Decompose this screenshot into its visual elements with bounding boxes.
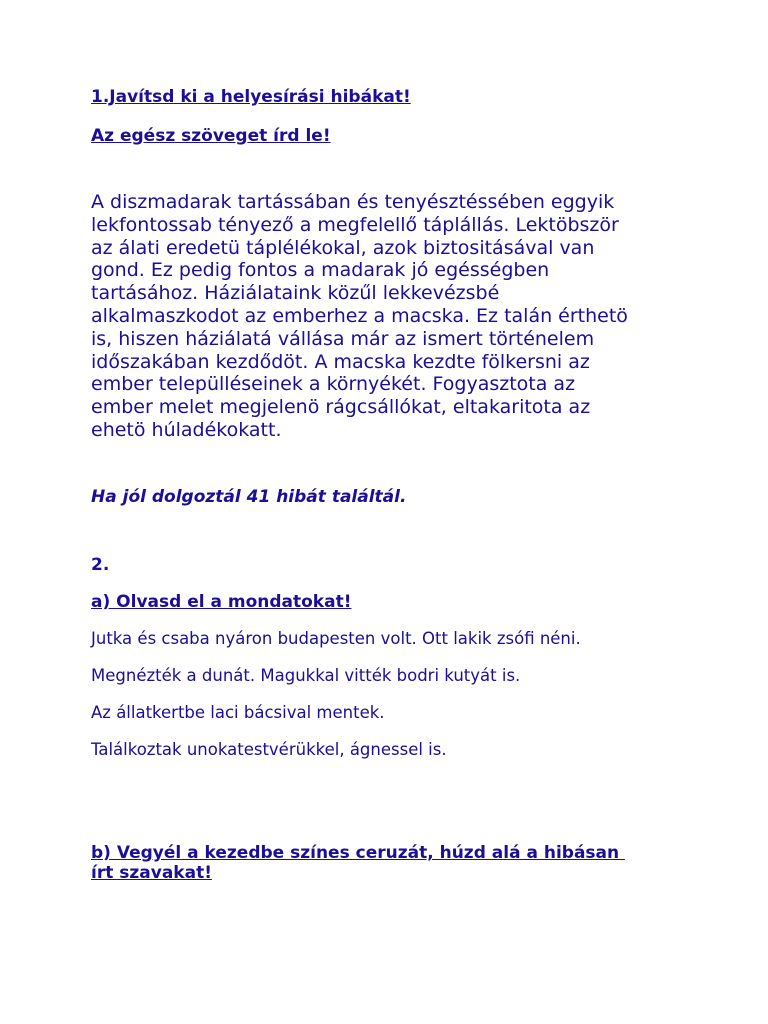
- exercise-2b-line: b) Vegyél a kezedbe színes ceruzát, húzd alá a hibásan: [91, 843, 626, 863]
- paragraph-line: tartásához. Háziálataink közűl lekkevézsbé: [91, 282, 500, 305]
- exercise-2a-title: a) Olvasd el a mondatokat!: [91, 592, 352, 612]
- misspelled-paragraph: [91, 191, 691, 442]
- sentence-line: Találkoztak unokatestvérükkel, ágnessel is.: [91, 740, 447, 759]
- paragraph-line: időszakában kezdődöt. A macska kezdte fölkersni az: [91, 350, 590, 373]
- sentence-line: Megnézték a dunát. Magukkal vitték bodri kutyát is.: [91, 666, 521, 685]
- paragraph-line: A diszmadarak tartássában és tenyésztéssében eggyik: [91, 191, 615, 213]
- exercise-2b-title: [91, 843, 625, 883]
- paragraph-line: lekfontossab tényező a megfelellő táplállás. Lektöbször: [91, 213, 619, 236]
- paragraph-line: is, hiszen háziálatá vállása már az ismert történelem: [91, 327, 595, 350]
- exercise-2-number: 2.: [91, 555, 110, 575]
- error-count-note: Ha jól dolgoztál 41 hibát találtál.: [91, 487, 407, 507]
- paragraph-line: ehetö húladékokatt.: [91, 418, 282, 441]
- exercise-2b-line: írt szavakat!: [91, 863, 212, 883]
- paragraph-line: ember melet megjelenö rágcsállókat, eltakaritota az: [91, 396, 591, 419]
- exercise-1-instruction: Az egész szöveget írd le!: [91, 126, 331, 146]
- sentence-line: Jutka és csaba nyáron budapesten volt. Ott lakik zsófi néni.: [91, 629, 581, 648]
- exercise-1-title: 1.Javítsd ki a helyesírási hibákat!: [91, 87, 411, 107]
- sentence-line: Az állatkertbe laci bácsival mentek.: [91, 703, 385, 722]
- paragraph-line: gond. Ez pedig fontos a madarak jó egésségben: [91, 259, 550, 282]
- paragraph-line: alkalmaszkodot az emberhez a macska. Ez talán érthetö: [91, 304, 628, 327]
- paragraph-line: ember települléseinek a környékét. Fogyasztota az: [91, 373, 576, 396]
- paragraph-line: az álati eredetü táplélékokal, azok biztositásával van: [91, 236, 595, 259]
